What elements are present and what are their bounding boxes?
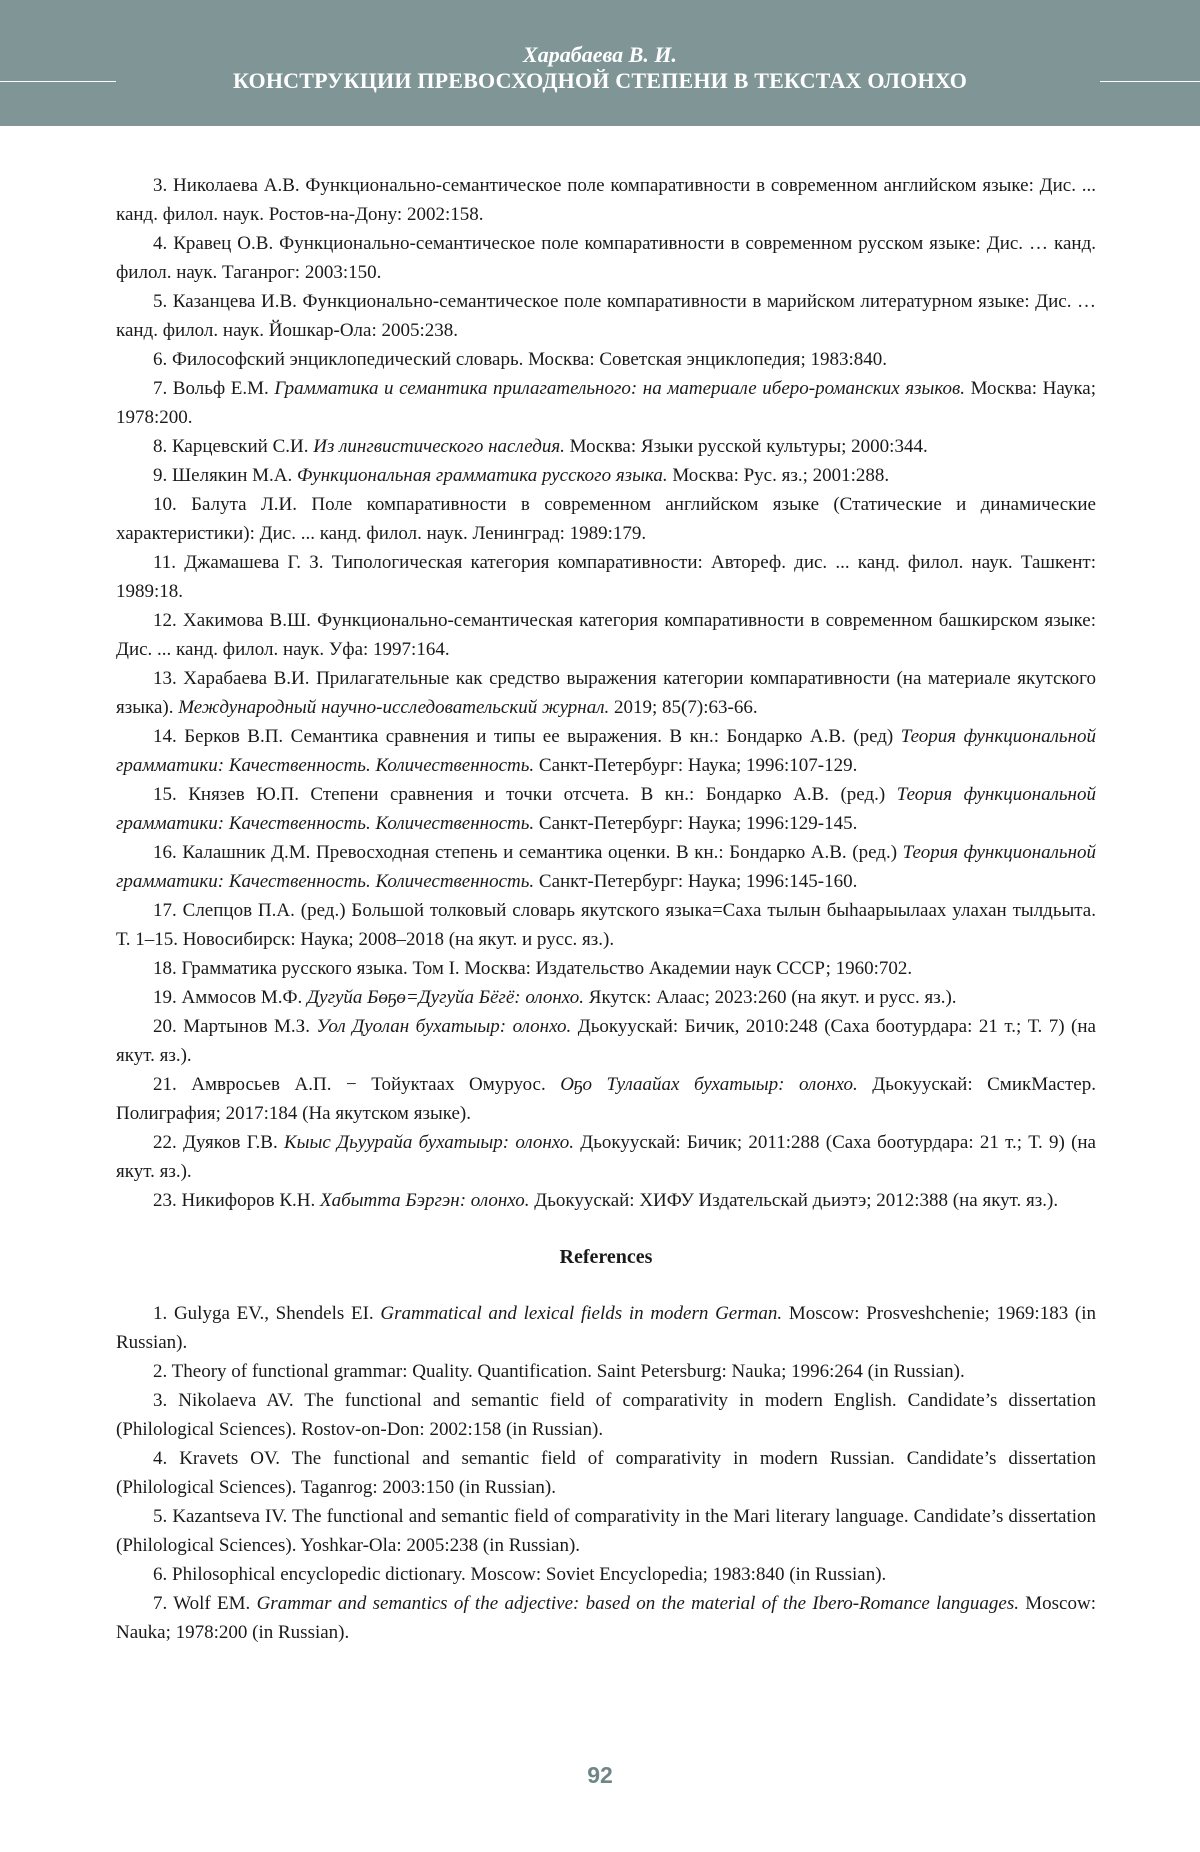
reference-publication: Санкт-Петербург: Наука; 1996:145-160. [534,871,858,892]
reference-text: 9. Шелякин М.А. [153,465,298,486]
reference-text: 3. Николаева А.В. Функционально-семантическое поле компаративности в современном английском языке: Дис. ... канд. филол. наук. Ростов-на-Дону: 2002:158. [116,175,1096,225]
reference-text: 6. Philosophical encyclopedic dictionary. Moscow: Soviet Encyclopedia; 1983:840 (in Russian). [153,1564,887,1585]
reference-text: 16. Калашник Д.М. Превосходная степень и семантика оценки. В кн.: Бондарко А.В. (ред.) [153,842,903,863]
references-ru-list [116,171,1096,1215]
reference-item [116,722,1096,780]
reference-item [116,1444,1096,1502]
reference-text: 13. Харабаева В.И. Прилагательные как средство выражения категории компаративности (на материале якутского языка). [116,668,1096,718]
reference-text: 2. Theory of functional grammar: Quality. Quantification. Saint Petersburg: Nauka; 1996:264 (in Russian). [153,1361,965,1382]
reference-text: 6. Философский энциклопедический словарь. Москва: Советская энциклопедия; 1983:840. [153,349,888,370]
reference-item [116,1502,1096,1560]
reference-item [116,1560,1096,1589]
reference-item [116,345,1096,374]
reference-item [116,1070,1096,1128]
reference-text: 1. Gulyga EV., Shendels EI. [153,1303,381,1324]
reference-title-italic: Grammar and semantics of the adjective: based on the material of the Ibero-Romance languages. [256,1593,1019,1614]
reference-text: 4. Кравец О.В. Функционально-семантическое поле компаративности в современном русском языке: Дис. … канд. филол. наук. Таганрог: 2003:150. [116,233,1096,283]
reference-title-italic: Функциональная грамматика русского языка. [297,465,668,486]
reference-item [116,1299,1096,1357]
reference-publication: Дьокуускай: Бичик, 2010:248 (Саха боотурдара: 21 т.; Т. 7) (на якут. яз.). [116,1016,1096,1066]
reference-title-italic: Grammatical and lexical fields in modern German. [380,1303,783,1324]
reference-text: 5. Казанцева И.В. Функционально-семантическое поле компаративности в марийском литературном языке: Дис. … канд. филол. наук. Йошкар-Ола: 2005:238. [116,291,1096,341]
reference-item [116,432,1096,461]
reference-text: 5. Kazantseva IV. The functional and semantic field of comparativity in the Mari literary language. Candidate’s dissertation (Philological Sciences). Yoshkar-Ola: 2005:238 (in Russian). [116,1506,1096,1556]
reference-publication: Москва: Рус. яз.; 2001:288. [667,465,890,486]
reference-publication: Якутск: Алаас; 2023:260 (на якут. и русс. яз.). [584,987,957,1008]
reference-publication: Санкт-Петербург: Наука; 1996:107-129. [534,755,858,776]
reference-publication: Дьокуускай: ХИФУ Издательскай дьиэтэ; 2012:388 (на якут. яз.). [529,1190,1059,1211]
reference-item [116,171,1096,229]
reference-title-italic: Дугуйа Бөҕө=Дугуйа Бёгё: олонхо. [307,987,585,1008]
running-header [0,0,1200,126]
reference-item [116,490,1096,548]
reference-title-italic: Грамматика и семантика прилагательного: на материале иберо-романских языков. [274,378,966,399]
reference-title-italic: Из лингвистического наследия. [313,436,565,457]
reference-title-italic: Оҕо Тулаайах бухатыыр: олонхо. [560,1074,858,1095]
reference-item [116,606,1096,664]
reference-text: 23. Никифоров К.Н. [153,1190,320,1211]
reference-text: 11. Джамашева Г. З. Типологическая категория компаративности: Автореф. дис. ... канд. филол. наук. Ташкент: 1989:18. [116,552,1096,602]
header-author: Харабаева В. И. [523,42,677,67]
reference-item [116,954,1096,983]
reference-item [116,374,1096,432]
reference-text: 21. Амвросьев А.П. − Тойуктаах Омуруос. [153,1074,561,1095]
reference-text: 12. Хакимова В.Ш. Функционально-семантическая категория компаративности в современном башкирском языке: Дис. ... канд. филол. наук. Уфа: 1997:164. [116,610,1096,660]
reference-text: 22. Дуяков Г.В. [153,1132,284,1153]
reference-item [116,461,1096,490]
reference-text: 7. Wolf EM. [153,1593,257,1614]
reference-text: 3. Nikolaeva AV. The functional and semantic field of comparativity in modern English. Candidate’s dissertation (Philological Sciences). Rostov-on-Don: 2002:158 (in Russian). [116,1390,1096,1440]
reference-title-italic: Кыыс Дьуурайа бухатыыр: олонхо. [283,1132,575,1153]
page-number: 92 [587,1762,613,1788]
reference-text: 10. Балута Л.И. Поле компаративности в современном английском языке (Статические и динамические характеристики): Дис. ... канд. филол. наук. Ленинград: 1989:179. [116,494,1096,544]
reference-item [116,1386,1096,1444]
reference-text: 7. Вольф Е.М. [153,378,275,399]
reference-title-italic: Уол Дуолан бухатыыр: олонхо. [316,1016,572,1037]
reference-publication: Москва: Наука; 1978:200. [116,378,1096,428]
reference-title-italic: Теория функциональной грамматики: Качественность. Количественность. [116,726,1096,776]
reference-text: 15. Князев Ю.П. Степени сравнения и точки отсчета. В кн.: Бондарко А.В. (ред.) [153,784,897,805]
reference-item [116,1357,1096,1386]
reference-text: 19. Аммосов М.Ф. [153,987,308,1008]
references-en-list [116,1299,1096,1647]
reference-item [116,896,1096,954]
reference-item [116,780,1096,838]
reference-publication: Moscow: Prosveshchenie; 1969:183 (in Russian). [116,1303,1097,1353]
reference-title-italic: Теория функциональной грамматики: Качественность. Количественность. [116,842,1096,892]
reference-item [116,548,1096,606]
reference-title-italic: Международный научно-исследовательский журнал. [178,697,610,718]
reference-item [116,1128,1096,1186]
reference-publication: 2019; 85(7):63-66. [609,697,758,718]
reference-item [116,983,1096,1012]
reference-title-italic: Теория функциональной грамматики: Качественность. Количественность. [116,784,1096,834]
reference-item [116,664,1096,722]
reference-publication: Moscow: Nauka; 1978:200 (in Russian). [116,1593,1096,1643]
reference-text: 20. Мартынов М.З. [153,1016,317,1037]
reference-text: 18. Грамматика русского языка. Том I. Москва: Издательство Академии наук СССР; 1960:702. [153,958,913,979]
reference-text: 8. Карцевский С.И. [153,436,314,457]
reference-item [116,1186,1096,1215]
reference-item [116,1012,1096,1070]
references-heading: References [559,1246,653,1268]
reference-item [116,838,1096,896]
page-content [116,171,1096,1647]
reference-publication: Москва: Языки русской культуры; 2000:344. [564,436,928,457]
reference-publication: Санкт-Петербург: Наука; 1996:129-145. [534,813,858,834]
reference-title-italic: Хабытта Бэргэн: олонхо. [319,1190,530,1211]
reference-item [116,229,1096,287]
reference-text: 14. Берков В.П. Семантика сравнения и типы ее выражения. В кн.: Бондарко А.В. (ред) [153,726,901,747]
reference-text: 4. Kravets OV. The functional and semantic field of comparativity in modern Russian. Candidate’s dissertation (Philological Sciences). Taganrog: 2003:150 (in Russian). [116,1448,1096,1498]
reference-publication: Дьокуускай: Бичик; 2011:288 (Саха боотурдара: 21 т.; Т. 9) (на якут. яз.). [116,1132,1096,1182]
reference-publication: Дьокуускай: СмикМастер. Полиграфия; 2017:184 (На якутском языке). [116,1074,1096,1124]
header-title: КОНСТРУКЦИИ ПРЕВОСХОДНОЙ СТЕПЕНИ В ТЕКСТАХ ОЛОНХО [232,68,968,93]
reference-text: 17. Слепцов П.А. (ред.) Большой толковый словарь якутского языка=Саха тылын быhаарыылаах улахан тылдьыта. Т. 1–15. Новосибирск: Наука; 2008–2018 (на якут. и русс. яз.). [116,900,1096,950]
reference-item [116,1589,1096,1647]
reference-item [116,287,1096,345]
